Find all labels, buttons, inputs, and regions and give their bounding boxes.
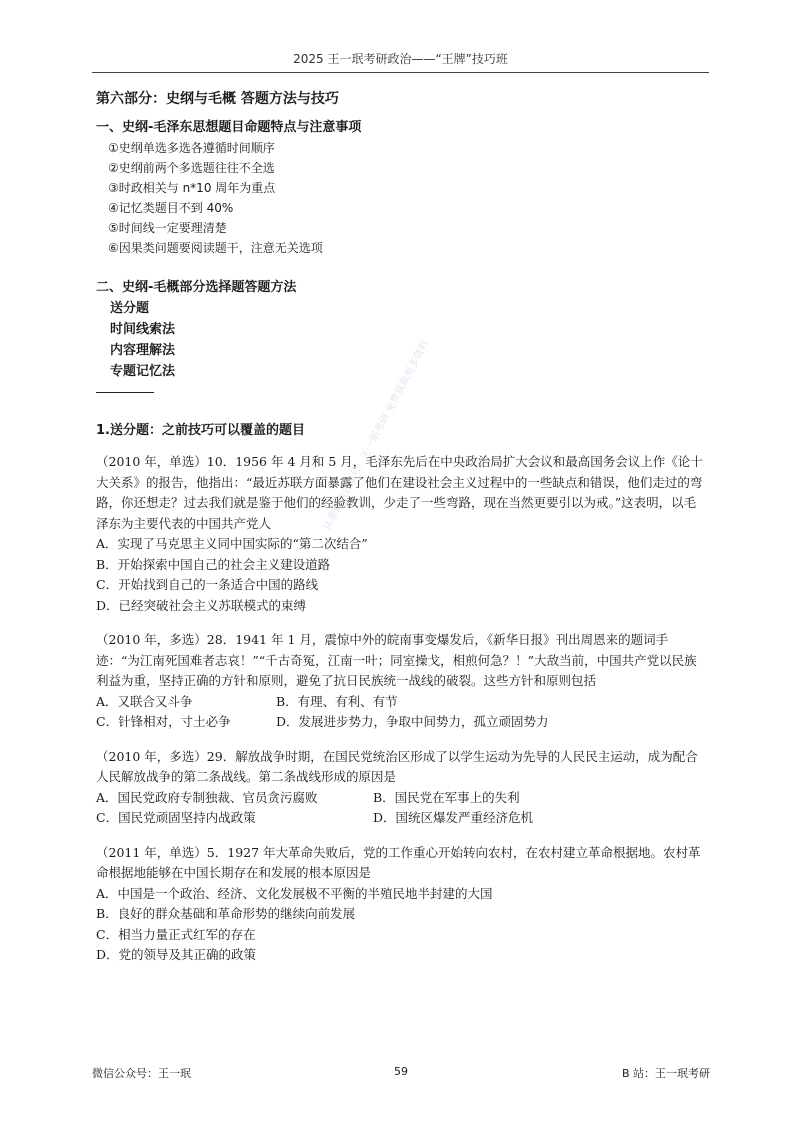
option-b: B．开始探索中国自己的社会主义建设道路: [96, 556, 331, 572]
option-c: C．国民党顽固坚持内战政策: [96, 810, 256, 825]
footer-bilibili: B 站：王一珉考研: [621, 1067, 710, 1080]
option-b: B．有理、有利、有节: [276, 693, 398, 709]
option-c: C．针锋相对，寸土必争: [96, 714, 231, 729]
question-3: [96, 747, 708, 829]
question-4: [96, 843, 708, 966]
part2-methods: [110, 298, 708, 382]
part1-list: [108, 138, 708, 258]
option-c: C．相当力量正式红军的存在: [96, 926, 256, 942]
option-d: D．已经突破社会主义苏联模式的束缚: [96, 597, 307, 613]
question-2: [96, 630, 708, 733]
watermark: 认准微信公众号：王一珉考研 免费获取更多资料: [321, 338, 432, 533]
question-1: [96, 452, 708, 616]
question-stem: （2010 年，多选）29．解放战争时期，在国民党统治区形成了以学生运动为先导的人民民主运动，成为配合人民解放战争的第二条战线。第二条战线形成的原因是: [96, 748, 698, 784]
option-d: D．国统区爆发严重经济危机: [373, 810, 534, 825]
header-title: 2025 王一珉考研政治——“王牌”技巧班: [293, 52, 508, 66]
method-item: 时间线索法: [110, 322, 176, 337]
list-item: ①史纲单选多选各遵循时间顺序: [108, 141, 275, 155]
page-number: 59: [394, 1065, 408, 1078]
page-header: [92, 50, 709, 73]
subsection-title: 1.送分题：之前技巧可以覆盖的题目: [96, 423, 305, 438]
options-grid: [96, 692, 708, 733]
part1-heading: 一、史纲-毛泽东思想题目命题特点与注意事项: [96, 120, 362, 135]
option-a: A．国民党政府专制独裁、官员贪污腐败: [96, 789, 318, 805]
list-item: ②史纲前两个多选题往往不全选: [108, 161, 275, 175]
list-item: ⑤时间线一定要理清楚: [108, 221, 227, 235]
list-item: ④记忆类题目不到 40%: [108, 201, 234, 215]
option-d: D．发展进步势力，争取中间势力，孤立顽固势力: [276, 714, 549, 729]
option-b: B．国民党在军事上的失利: [373, 789, 520, 805]
options-grid: [96, 788, 708, 829]
part2-heading: 二、史纲-毛概部分选择题答题方法: [96, 280, 297, 295]
list-item: ③时政相关与 n*10 周年为重点: [108, 181, 276, 195]
option-b: B．良好的群众基础和革命形势的继续向前发展: [96, 906, 356, 921]
option-c: C．开始找到自己的一条适合中国的路线: [96, 577, 319, 592]
list-item: ⑥因果类问题要阅读题干，注意无关选项: [108, 241, 323, 255]
question-stem: （2011 年，单选）5．1927 年大革命失败后，党的工作重心开始转向农村，在农村建立革命根据地。农村革命根据地能够在中国长期存在和发展的根本原因是: [96, 844, 701, 880]
method-item: 专题记忆法: [110, 364, 176, 379]
question-stem: （2010 年，多选）28．1941 年 1 月，震惊中外的皖南事变爆发后，《新华日报》刊出周恩来的题词手迹：“为江南死国难者志哀！”“千古奇冤，江南一叶；同室操戈，相煎何急？！”大敌当前，中国共产党以民族利益为重，坚持正确的方针和原则，避免了抗日民族统一战线的破裂。这些方针和原则包括: [96, 632, 697, 688]
footer-wechat: 微信公众号：王一珉: [92, 1067, 191, 1080]
question-stem: （2010 年，单选）10．1956 年 4 月和 5 月，毛泽东先后在中央政治局扩大会议和最高国务会议上作《论十大关系》的报告，他指出：“最近苏联方面暴露了他们在建设社会主义过程中的一些缺点和错误，他们走过的弯路，你还想走？过去我们就是鉴于他们的经验教训，少走了一些弯路，现在当然更要引以为戒。”这表明，以毛泽东为主要代表的中国共产党人: [96, 454, 703, 531]
option-d: D．党的领导及其正确的政策: [96, 947, 257, 962]
section-title: 第六部分：史纲与毛概 答题方法与技巧: [96, 91, 339, 107]
divider: [96, 392, 154, 393]
option-a: A．中国是一个政治、经济、文化发展极不平衡的半殖民地半封建的大国: [96, 885, 493, 901]
option-a: A．又联合又斗争: [96, 693, 193, 709]
option-a: A．实现了马克思主义同中国实际的“第二次结合”: [96, 536, 368, 551]
method-item: 内容理解法: [110, 343, 176, 358]
method-item: 送分题: [110, 301, 150, 316]
document-body: [96, 88, 708, 966]
